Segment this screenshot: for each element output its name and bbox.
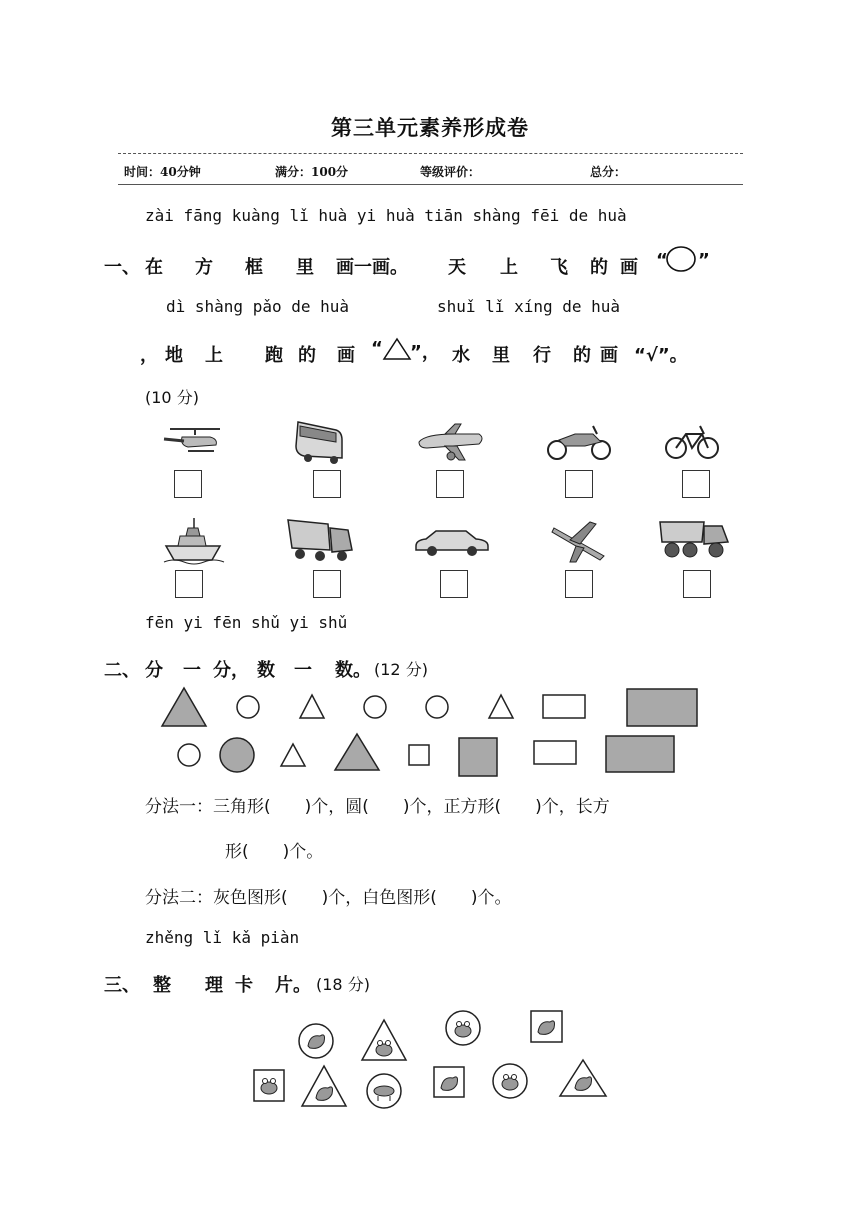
q1-word: 在 xyxy=(145,257,163,278)
q2-score: (12 分) xyxy=(374,660,428,679)
comma: ， xyxy=(140,345,158,366)
triangle-card xyxy=(560,1060,606,1096)
truck-icon xyxy=(286,516,354,562)
jet-icon xyxy=(550,518,608,564)
q2-word: 数 xyxy=(257,660,275,681)
gray-square-shape xyxy=(459,738,497,776)
q1-word: 画一画。 xyxy=(336,257,408,278)
answer-box[interactable] xyxy=(565,570,593,598)
q1-word: 上 xyxy=(500,257,518,278)
answer-box[interactable] xyxy=(313,470,341,498)
q2-method1-line1: 分法一：三角形( )个，圆( )个，正方形( )个，长方 xyxy=(145,797,610,817)
dump-truck-icon xyxy=(656,516,730,562)
gray-rectangle-shape xyxy=(627,689,697,726)
full-score-label: 满分：100分 xyxy=(275,165,349,179)
q1-word: 的 xyxy=(573,345,591,366)
q1-word: 画 xyxy=(600,345,618,366)
q1-word: 的 xyxy=(298,345,316,366)
bus-icon xyxy=(292,416,348,466)
grade-label: 等级评价： xyxy=(420,165,481,179)
check-mark-text: “√”。 xyxy=(634,345,688,366)
white-triangle-shape xyxy=(300,695,324,718)
square-card xyxy=(254,1070,284,1101)
white-square-shape xyxy=(409,745,429,765)
q1-score: (10 分) xyxy=(145,388,199,407)
motorcycle-icon xyxy=(545,420,613,462)
tri-quote-close: ”， xyxy=(410,342,440,363)
q2-word: 分 xyxy=(145,660,163,681)
answer-box[interactable] xyxy=(174,470,202,498)
answer-box[interactable] xyxy=(436,470,464,498)
white-circle-shape xyxy=(426,696,448,718)
cards-figure xyxy=(250,1006,620,1110)
car-icon xyxy=(414,526,490,556)
q3-word: 卡 xyxy=(235,975,253,996)
answer-box[interactable] xyxy=(683,570,711,598)
gray-triangle-shape xyxy=(162,688,206,726)
total-label: 总分： xyxy=(590,165,627,179)
q1-word: 地 xyxy=(165,345,183,366)
q1-word: 里 xyxy=(296,257,314,278)
gray-triangle-shape xyxy=(335,734,379,770)
q1-number: 一、 xyxy=(104,257,140,278)
quote-close: ” xyxy=(698,250,710,271)
triangle-symbol-icon xyxy=(382,337,412,361)
q3-word: 整 xyxy=(153,975,171,996)
answer-box[interactable] xyxy=(682,470,710,498)
answer-box[interactable] xyxy=(565,470,593,498)
q2-number: 二、 xyxy=(104,660,140,681)
dashed-divider xyxy=(118,153,743,154)
q1-word: 飞 xyxy=(550,257,568,278)
page-title: 第三单元素养形成卷 xyxy=(331,116,529,140)
quote-open: “ xyxy=(656,250,668,271)
q1-pinyin-line1: zài fāng kuàng lǐ huà yi huà tiān shàng fēi de huà xyxy=(145,206,627,225)
q2-word: 分， xyxy=(213,660,249,681)
helicopter-icon xyxy=(160,425,226,457)
q1-word: 的 xyxy=(590,257,608,278)
white-triangle-shape xyxy=(489,695,513,718)
q1-word: 上 xyxy=(205,345,223,366)
q1-word: 里 xyxy=(492,345,510,366)
q1-pinyin-line2a: dì shàng pǎo de huà xyxy=(166,297,350,316)
triangle-card xyxy=(362,1020,406,1060)
q2-method2-line: 分法二：灰色图形( )个，白色图形( )个。 xyxy=(145,888,512,908)
time-label: 时间：40分钟 xyxy=(124,165,201,179)
q3-word: 理 xyxy=(205,975,223,996)
ship-icon xyxy=(162,516,224,566)
white-rectangle-shape xyxy=(534,741,576,764)
shapes-figure xyxy=(150,684,710,780)
white-circle-shape xyxy=(237,696,259,718)
square-card xyxy=(531,1011,562,1042)
q3-word: 片。 xyxy=(275,975,311,996)
q1-word: 画 xyxy=(620,257,638,278)
q1-word: 画 xyxy=(337,345,355,366)
q2-word: 一 xyxy=(294,660,312,681)
tri-quote-open: “ xyxy=(371,338,383,359)
white-rectangle-shape xyxy=(543,695,585,718)
answer-box[interactable] xyxy=(313,570,341,598)
solid-divider xyxy=(118,184,743,185)
circle-card xyxy=(299,1024,333,1058)
white-triangle-shape xyxy=(281,744,305,766)
q1-word: 行 xyxy=(533,345,551,366)
q1-word: 方 xyxy=(195,257,213,278)
answer-box[interactable] xyxy=(440,570,468,598)
q1-word: 水 xyxy=(452,345,470,366)
answer-box[interactable] xyxy=(175,570,203,598)
square-card xyxy=(434,1067,464,1097)
white-circle-shape xyxy=(364,696,386,718)
q2-method1-line2: 形( )个。 xyxy=(225,842,324,862)
gray-rectangle-shape xyxy=(606,736,674,772)
bicycle-icon xyxy=(664,420,720,462)
circle-card xyxy=(446,1011,480,1045)
q1-pinyin-line2b: shuǐ lǐ xíng de huà xyxy=(437,297,621,316)
q3-score: (18 分) xyxy=(316,975,370,994)
q1-word: 框 xyxy=(245,257,263,278)
circle-card xyxy=(367,1074,401,1108)
circle-card xyxy=(493,1064,527,1098)
circle-symbol-icon xyxy=(664,246,698,274)
q3-pinyin: zhěng lǐ kǎ piàn xyxy=(145,928,300,947)
q1-word: 天 xyxy=(448,257,466,278)
q2-word: 数。 xyxy=(335,660,371,681)
triangle-card xyxy=(302,1066,346,1106)
white-circle-shape xyxy=(178,744,200,766)
airplane-icon xyxy=(415,420,487,464)
q3-number: 三、 xyxy=(104,975,140,996)
q2-word: 一 xyxy=(183,660,201,681)
q1-word: 跑 xyxy=(265,345,283,366)
gray-circle-shape xyxy=(220,738,254,772)
q2-pinyin: fēn yi fēn shǔ yi shǔ xyxy=(145,613,348,632)
